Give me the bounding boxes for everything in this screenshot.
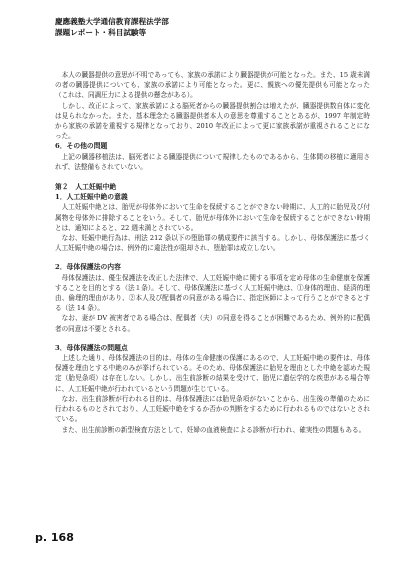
paragraph: なお、出生前診断が行われる目的は、母体保護法には胎児条項がないことから、出生後の準備のために行われるものとされており、人工妊娠中絶をするか否かの判断をするために行われるものではないとされている。 [55, 394, 370, 424]
header-university: 慶應義塾大学通信教育課程法学部 [55, 17, 169, 26]
section-heading: 3．母体保護法の問題点 [55, 343, 128, 352]
paragraph: 母体保護法は、優生保護法を改正した法律で、人工妊娠中絶に関する事項を定め母体の生命健康を保護することを目的とする（法１条）。そして、母体保護法に基づく人工妊娠中絶は、①身体的理由、経済的理由、倫理的理由があり、②本人及び配偶者の同意がある場合に、指定医師によって行うことができるとする（法 14 条）。 [55, 273, 370, 313]
section-heading: 6．その他の問題 [55, 142, 108, 151]
section-heading: 2．母体保護法の内容 [55, 263, 121, 272]
paragraph: また、出生前診断の新型検査方法として、妊婦の血液検査による診断が行われ、確実性の問題もある。 [61, 425, 366, 434]
paragraph: 上述した通り、母体保護法の目的は、母体の生命健康の保護にあるので、人工妊娠中絶の要件は、母体保護を理由とする中絶のみが挙げられている。そのため、母体保護法に胎児を理由とした中絶を認めた規定（胎児条項）は存在しない。しかし、出生前診断の結果を受けて、胎児に遺伝学的な疾患がある場合等に、人工妊娠中絶が行われているという問題が生じている。 [55, 354, 370, 393]
document-body [55, 70, 370, 435]
paragraph: なお、妊娠中絶行為は、刑法 212 条以下の堕胎罪の構成要件に該当する。しかし、母体保護法に基づく人工妊娠中絶の場合は、例外的に違法性が阻却され、堕胎罪は成立しない。 [55, 234, 370, 253]
paragraph: 上記の臓器移植法は、脳死者による臓器提供について規律したものであるから、生体間の移植に適用されず、法整備もされていない。 [55, 152, 370, 171]
section-heading: 1．人工妊娠中絶の意義 [55, 193, 128, 202]
paragraph: 本人の臓器提供の意思が不明であっても、家族の承諾により臓器提供が可能となった。また、15 歳未満の者の臓器提供についても、家族の承諾により可能となった。更に、親族への優先提供も可能となった（これは、同調圧力による提供の懸念がある）。 [55, 71, 370, 100]
paragraph: なお、妻が DV 被害者である場合は、配偶者（夫）の同意を得ることが困難であるため、例外的に配偶者の同意は不要とされる。 [55, 314, 370, 333]
page-number: p. 168 [35, 531, 74, 544]
chapter-title: 第２ 人工妊娠中絶 [55, 183, 117, 192]
header-subtitle: 課題レポート・科目試験等 [55, 28, 147, 37]
document-header [55, 16, 169, 38]
paragraph: しかし、改正によって、家族承諾による脳死者からの臓器提供割合は増えたが、臓器提供数自体に変化は見られなかった。また、基本理念たる臓器提供者本人の意思を尊重することとあるが、1997 年制定時から家族の承諾を重視する規律となっており、2010 年改正によって更に家族承諾が重視されることになった。 [55, 101, 370, 141]
paragraph: 人工妊娠中絶とは、胎児が母体外において生命を保続することができない時期に、人工的に胎児及び付属物を母体外に排除することをいう。そして、胎児が母体外において生命を保続することができない時期とは、通知によると、22 週未満とされている。 [55, 203, 370, 232]
